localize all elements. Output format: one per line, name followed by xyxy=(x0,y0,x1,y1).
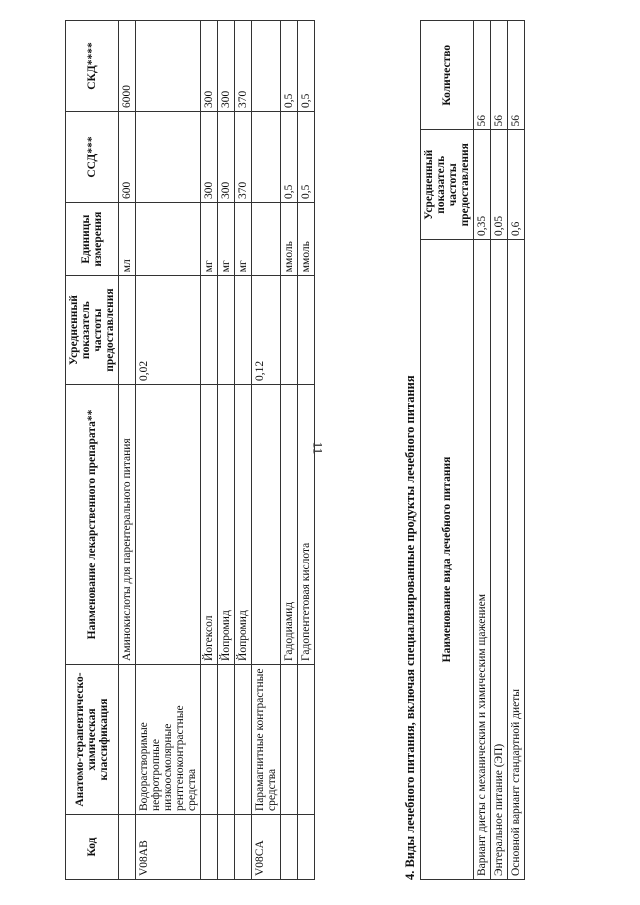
cell-ssd: 300 xyxy=(201,112,218,203)
table-row xyxy=(119,21,136,880)
cell-name: Йогексол xyxy=(201,384,218,664)
cell-ssd: 370 xyxy=(235,112,252,203)
cell-code xyxy=(119,815,136,880)
cell-code xyxy=(235,815,252,880)
header-skd: СКД**** xyxy=(66,21,119,112)
cell-nutrition-freq: 0,6 xyxy=(508,130,525,239)
cell-nutrition-name: Вариант диеты с механическим и химическим щажением xyxy=(474,239,491,879)
table-row xyxy=(201,21,218,880)
cell-code xyxy=(218,815,235,880)
table-row xyxy=(491,21,508,880)
cell-nutrition-name: Энтеральное питание (ЭП) xyxy=(491,239,508,879)
cell-unit xyxy=(136,203,201,276)
cell-freq xyxy=(218,276,235,385)
cell-skd: 6000 xyxy=(119,21,136,112)
cell-ssd xyxy=(252,112,281,203)
header-ssd: ССД*** xyxy=(66,112,119,203)
cell-unit: мг xyxy=(218,203,235,276)
header-code: Код xyxy=(66,815,119,880)
cell-code xyxy=(298,815,315,880)
cell-atc xyxy=(201,664,218,814)
page-number: 11 xyxy=(310,441,326,455)
cell-ssd: 600 xyxy=(119,112,136,203)
cell-skd: 0,5 xyxy=(298,21,315,112)
header-nutrition-qty: Количество xyxy=(421,21,474,131)
cell-name: Йопромид xyxy=(235,384,252,664)
table-row xyxy=(235,21,252,880)
cell-name: Гадопентетовая кислота xyxy=(298,384,315,664)
header-nutrition-name: Наименование вида лечебного питания xyxy=(421,239,474,879)
cell-freq xyxy=(235,276,252,385)
drug-table-header xyxy=(66,21,119,880)
cell-atc xyxy=(281,664,298,814)
table-row xyxy=(298,21,315,880)
cell-skd xyxy=(136,21,201,112)
cell-unit xyxy=(252,203,281,276)
cell-nutrition-qty: 56 xyxy=(474,21,491,131)
cell-atc xyxy=(298,664,315,814)
cell-unit: мг xyxy=(201,203,218,276)
cell-ssd: 0,5 xyxy=(281,112,298,203)
cell-ssd: 300 xyxy=(218,112,235,203)
table-row xyxy=(252,21,281,880)
cell-name xyxy=(252,384,281,664)
cell-name: Йопромид xyxy=(218,384,235,664)
cell-nutrition-qty: 56 xyxy=(491,21,508,131)
cell-name xyxy=(136,384,201,664)
cell-atc: Парамагнитные контрастные средства xyxy=(252,664,281,814)
cell-atc xyxy=(235,664,252,814)
cell-name: Гадодиамид xyxy=(281,384,298,664)
cell-unit: ммоль xyxy=(298,203,315,276)
cell-freq xyxy=(201,276,218,385)
cell-skd: 370 xyxy=(235,21,252,112)
table-row xyxy=(474,21,491,880)
cell-freq xyxy=(298,276,315,385)
cell-skd: 0,5 xyxy=(281,21,298,112)
header-atc: Анатомо-терапевтическо-химическая классификация xyxy=(66,664,119,814)
header-nutrition-freq: Усредненный показатель частоты предоставления xyxy=(421,130,474,239)
cell-atc: Водорастворимые нефротропные низкоосмолярные рентгеноконтрастные средства xyxy=(136,664,201,814)
cell-code xyxy=(201,815,218,880)
cell-nutrition-name: Основной вариант стандартной диеты xyxy=(508,239,525,879)
cell-ssd: 0,5 xyxy=(298,112,315,203)
cell-freq: 0,02 xyxy=(136,276,201,385)
cell-unit: ммоль xyxy=(281,203,298,276)
cell-unit: мг xyxy=(235,203,252,276)
header-freq: Усредненный показатель частоты предоставления xyxy=(66,276,119,385)
cell-ssd xyxy=(136,112,201,203)
table-row xyxy=(508,21,525,880)
header-name: Наименование лекарственного препарата** xyxy=(66,384,119,664)
cell-freq: 0,12 xyxy=(252,276,281,385)
cell-code: V08AB xyxy=(136,815,201,880)
nutrition-table-header xyxy=(421,21,474,880)
cell-atc xyxy=(218,664,235,814)
table-row xyxy=(281,21,298,880)
nutrition-table xyxy=(420,20,525,880)
cell-nutrition-qty: 56 xyxy=(508,21,525,131)
cell-freq xyxy=(281,276,298,385)
table-row xyxy=(218,21,235,880)
cell-skd xyxy=(252,21,281,112)
section-title: 4. Виды лечебного питания, включая специализированные продукты лечебного питания xyxy=(403,375,417,880)
cell-skd: 300 xyxy=(218,21,235,112)
cell-unit: мл xyxy=(119,203,136,276)
table-row xyxy=(136,21,201,880)
cell-skd: 300 xyxy=(201,21,218,112)
drug-table xyxy=(65,20,315,880)
cell-atc xyxy=(119,664,136,814)
rotated-sheet xyxy=(25,0,625,880)
header-unit: Единицы измерения xyxy=(66,203,119,276)
cell-freq xyxy=(119,276,136,385)
cell-code: V08CA xyxy=(252,815,281,880)
cell-nutrition-freq: 0,35 xyxy=(474,130,491,239)
cell-name: Аминокислоты для парентерального питания xyxy=(119,384,136,664)
cell-nutrition-freq: 0,05 xyxy=(491,130,508,239)
cell-code xyxy=(281,815,298,880)
